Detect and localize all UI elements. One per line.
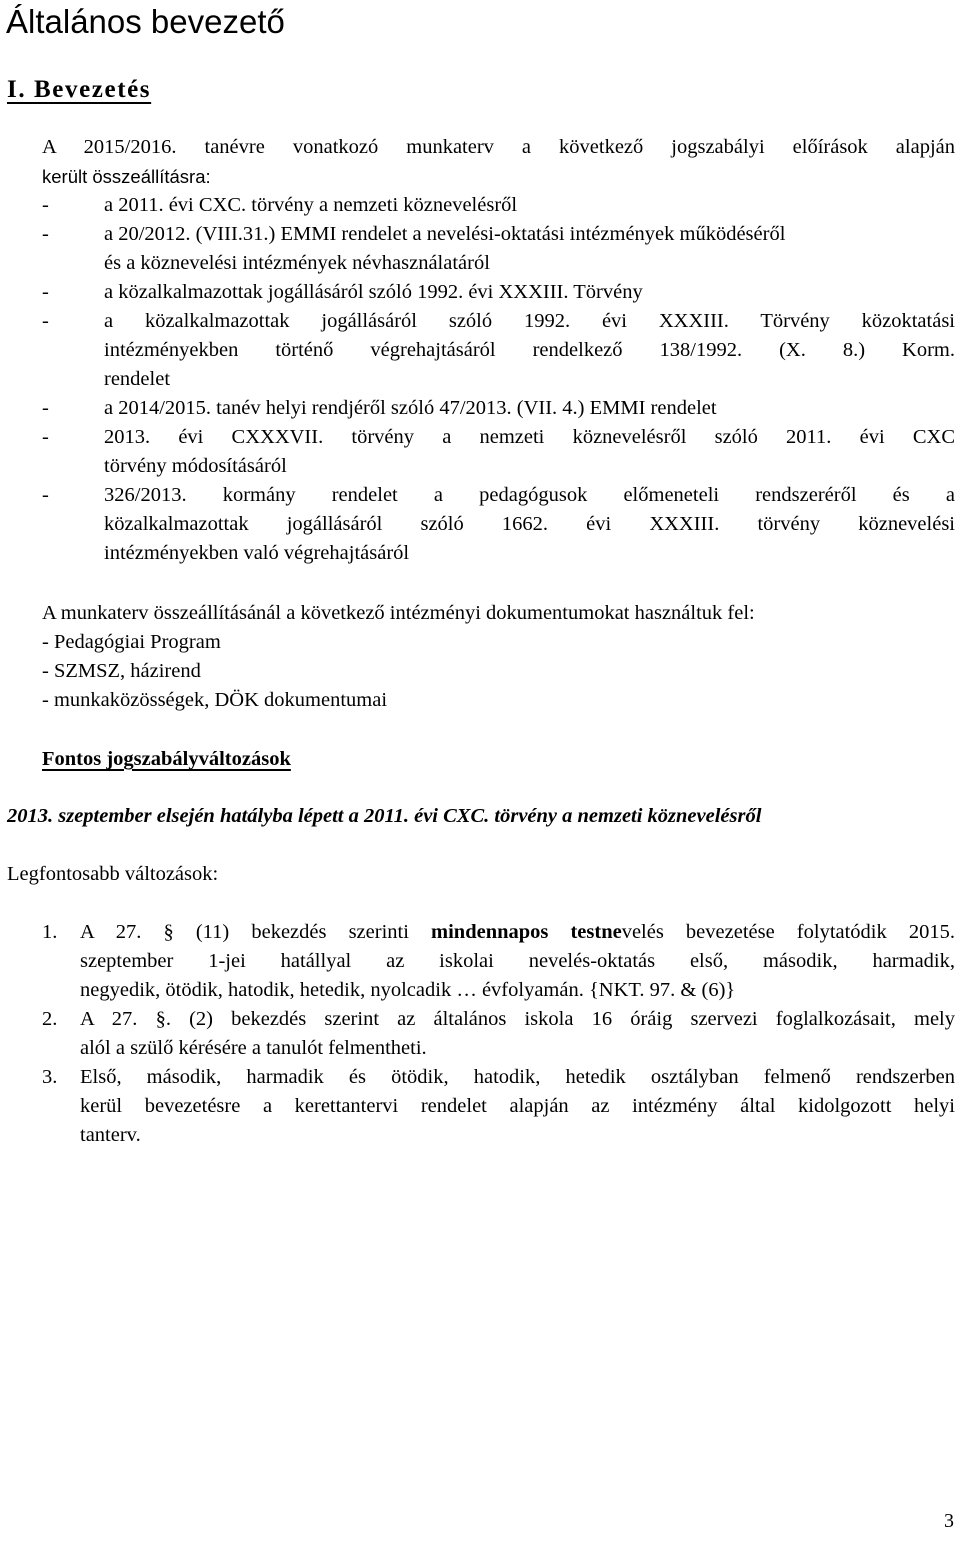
- list-item: [42, 1063, 955, 1150]
- list-item-text: a közalkalmazottak jogállásáról szóló 1992. évi XXXIII. Törvény közoktatási: [104, 310, 955, 332]
- list-dash: -: [42, 194, 49, 216]
- changes-label: Legfontosabb változások:: [7, 863, 219, 885]
- list-dash: -: [42, 484, 49, 506]
- documents-list-item: - munkaközösségek, DÖK dokumentumai: [42, 689, 388, 711]
- list-item: [42, 481, 955, 568]
- list-dash: -: [42, 310, 49, 332]
- list-item-text: a 20/2012. (VIII.31.) EMMI rendelet a nevelési-oktatási intézmények működéséről: [104, 223, 786, 245]
- list-number: 3.: [42, 1066, 58, 1088]
- list-item-text: a közalkalmazottak jogállásáról szóló 1992. évi XXXIII. Törvény: [104, 281, 643, 303]
- list-dash: -: [42, 281, 49, 303]
- list-number: 1.: [42, 921, 58, 943]
- intro-paragraph: [42, 133, 955, 191]
- text-run: velés bevezetése folytatódik 2015.: [621, 921, 955, 943]
- list-item-text: a 2014/2015. tanév helyi rendjéről szóló 47/2013. (VII. 4.) EMMI rendelet: [104, 397, 717, 419]
- list-item-text: a 2011. évi CXC. törvény a nemzeti köznevelésről: [104, 194, 518, 216]
- list-item: [42, 220, 955, 278]
- important-heading: Fontos jogszabályváltozások: [42, 748, 291, 770]
- changes-list: [42, 918, 955, 1150]
- list-item-text: A 27. §. (2) bekezdés szerint az általános iskola 16 óráig szervezi foglalkozásait, mely: [80, 1008, 955, 1030]
- list-item-text: közalkalmazottak jogállásáról szóló 1662. évi XXXIII. törvény köznevelési: [104, 513, 955, 535]
- effective-date-line: 2013. szeptember elsején hatályba lépett a 2011. évi CXC. törvény a nemzeti köznevelésről: [7, 805, 762, 827]
- list-dash: -: [42, 426, 49, 448]
- list-item: [42, 423, 955, 481]
- documents-section: [42, 599, 955, 715]
- list-dash: -: [42, 223, 49, 245]
- list-item: [42, 918, 955, 1005]
- legal-list: [42, 191, 955, 568]
- list-item: [42, 191, 955, 220]
- list-item-text: intézményekben történő végrehajtásáról rendelkező 138/1992. (X. 8.) Korm.: [104, 339, 955, 361]
- list-item-text: 2013. évi CXXXVII. törvény a nemzeti köznevelésről szóló 2011. évi CXC: [104, 426, 955, 448]
- list-item: [42, 278, 955, 307]
- list-item-text: alól a szülő kérésére a tanulót felmentheti.: [80, 1037, 427, 1059]
- list-item: [42, 394, 955, 423]
- list-item-text: rendelet: [104, 368, 171, 390]
- list-item: [42, 307, 955, 394]
- intro-line: A 2015/2016. tanévre vonatkozó munkaterv a következő jogszabályi előírások alapján: [42, 136, 955, 158]
- list-item-text: tanterv.: [80, 1124, 141, 1146]
- documents-list-item: - SZMSZ, házirend: [42, 660, 201, 682]
- bold-text-run: mindennapos testne: [431, 921, 622, 943]
- page-title: Általános bevezető: [6, 3, 285, 40]
- section-heading: I. Bevezetés: [7, 76, 152, 103]
- list-item-text: 326/2013. kormány rendelet a pedagógusok előmeneteli rendszeréről és a: [104, 484, 955, 506]
- list-item-text: szeptember 1-jei hatállyal az iskolai nevelés-oktatás első, második, harmadik,: [80, 950, 955, 972]
- list-item-text: [80, 918, 955, 947]
- list-dash: -: [42, 397, 49, 419]
- list-item: [42, 1005, 955, 1063]
- list-item-text: kerül bevezetésre a kerettantervi rendelet alapján az intézmény által kidolgozott helyi: [80, 1095, 955, 1117]
- list-item-text: törvény módosításáról: [104, 455, 287, 477]
- list-number: 2.: [42, 1008, 58, 1030]
- documents-intro: A munkaterv összeállításánál a következő intézményi dokumentumokat használtuk fel:: [42, 602, 755, 624]
- text-run: A 27. § (11) bekezdés szerinti: [80, 921, 432, 943]
- list-item-text: negyedik, ötödik, hatodik, hetedik, nyolcadik … évfolyamán. {NKT. 97. & (6)}: [80, 979, 736, 1001]
- documents-list-item: - Pedagógiai Program: [42, 631, 221, 653]
- intro-line: került összeállításra:: [42, 166, 211, 187]
- list-item-text: és a köznevelési intézmények névhasználatáról: [104, 252, 490, 274]
- page-number: 3: [944, 1510, 954, 1532]
- list-item-text: Első, második, harmadik és ötödik, hatodik, hetedik osztályban felmenő rendszerben: [80, 1066, 955, 1088]
- list-item-text: intézményekben való végrehajtásáról: [104, 542, 410, 564]
